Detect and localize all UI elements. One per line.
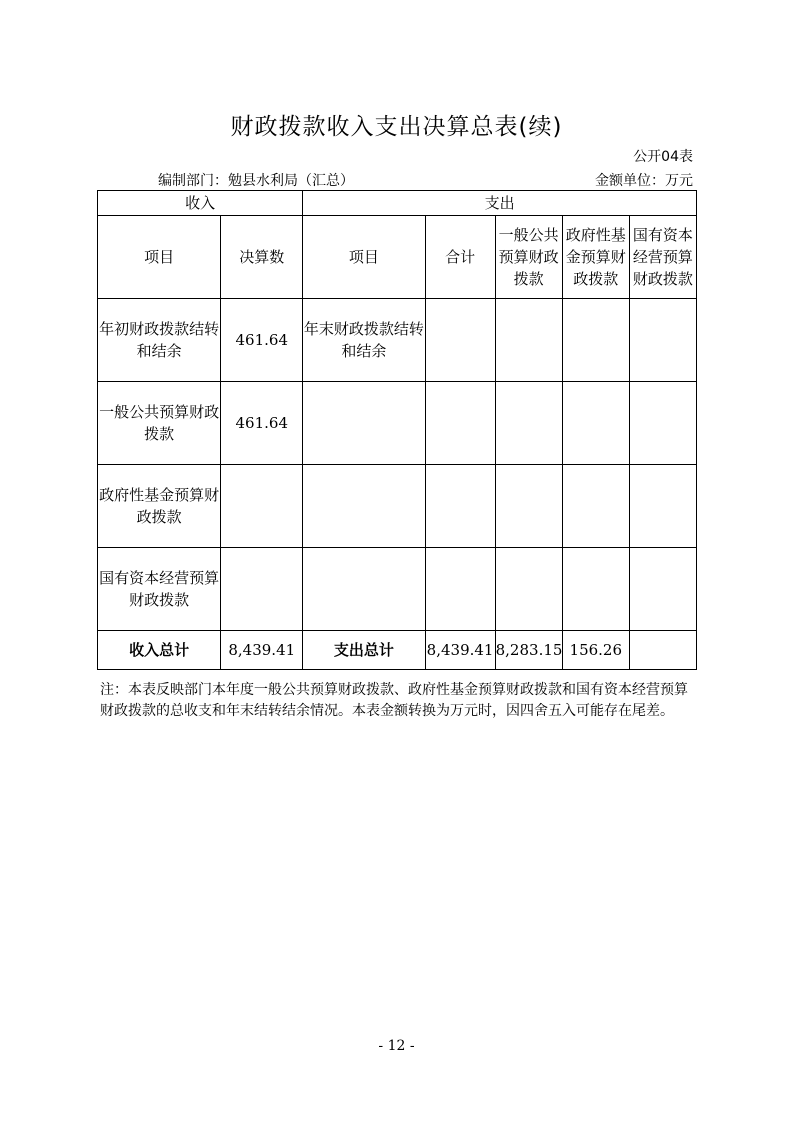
- expense-header: 支出: [303, 191, 697, 216]
- col-state-capital-header: 国有资本经营预算财政拨款: [629, 216, 696, 299]
- row-total: [425, 548, 495, 631]
- row-state-capital: [629, 299, 696, 382]
- row-total: [425, 299, 495, 382]
- row-item2: [303, 382, 425, 465]
- unit-label: 金额单位：万元: [595, 173, 693, 189]
- row-value: 461.64: [221, 299, 303, 382]
- row-item2: [303, 465, 425, 548]
- row-item: 国有资本经营预算财政拨款: [98, 548, 221, 631]
- row-gov-fund: [562, 465, 629, 548]
- table-row: [98, 382, 697, 465]
- form-number: 公开04表: [633, 149, 693, 165]
- table-row: [98, 299, 697, 382]
- income-total-label: 收入总计: [98, 631, 221, 670]
- row-total: [425, 465, 495, 548]
- row-item: 年初财政拨款结转和结余: [98, 299, 221, 382]
- table-row: [98, 548, 697, 631]
- row-total: [425, 382, 495, 465]
- col-gov-fund-header: 政府性基金预算财政拨款: [562, 216, 629, 299]
- col-total-header: 合计: [425, 216, 495, 299]
- footnote: 注：本表反映部门本年度一般公共预算财政拨款、政府性基金预算财政拨款和国有资本经营预算财政拨款的总收支和年末结转结余情况。本表金额转换为万元时，因四舍五入可能存在尾差。: [100, 682, 688, 719]
- header-row-columns: [98, 216, 697, 299]
- row-value: [221, 465, 303, 548]
- row-state-capital: [629, 548, 696, 631]
- row-state-capital: [629, 465, 696, 548]
- page-number: - 12 -: [378, 1038, 415, 1054]
- expense-total-label: 支出总计: [303, 631, 425, 670]
- budget-table: [97, 190, 697, 670]
- department-label: 编制部门：勉县水利局（汇总）: [158, 173, 354, 189]
- expense-total-value: 8,439.41: [425, 631, 495, 670]
- row-item: 政府性基金预算财政拨款: [98, 465, 221, 548]
- row-value: 461.64: [221, 382, 303, 465]
- total-row: [98, 631, 697, 670]
- row-gov-fund: [562, 382, 629, 465]
- header-row-group: [98, 191, 697, 216]
- col-item-header: 项目: [98, 216, 221, 299]
- table-row: [98, 465, 697, 548]
- expense-general-total: 8,283.15: [495, 631, 562, 670]
- row-general: [495, 299, 562, 382]
- row-item2: 年末财政拨款结转和结余: [303, 299, 425, 382]
- row-state-capital: [629, 382, 696, 465]
- row-item2: [303, 548, 425, 631]
- row-general: [495, 465, 562, 548]
- income-total-value: 8,439.41: [221, 631, 303, 670]
- page-title: 财政拨款收入支出决算总表(续): [230, 114, 563, 140]
- row-item: 一般公共预算财政拨款: [98, 382, 221, 465]
- row-general: [495, 548, 562, 631]
- col-general-header: 一般公共预算财政拨款: [495, 216, 562, 299]
- row-general: [495, 382, 562, 465]
- expense-gov-fund-total: 156.26: [562, 631, 629, 670]
- row-gov-fund: [562, 299, 629, 382]
- col-item2-header: 项目: [303, 216, 425, 299]
- row-value: [221, 548, 303, 631]
- expense-state-capital-total: [629, 631, 696, 670]
- income-header: 收入: [98, 191, 303, 216]
- col-final-header: 决算数: [221, 216, 303, 299]
- row-gov-fund: [562, 548, 629, 631]
